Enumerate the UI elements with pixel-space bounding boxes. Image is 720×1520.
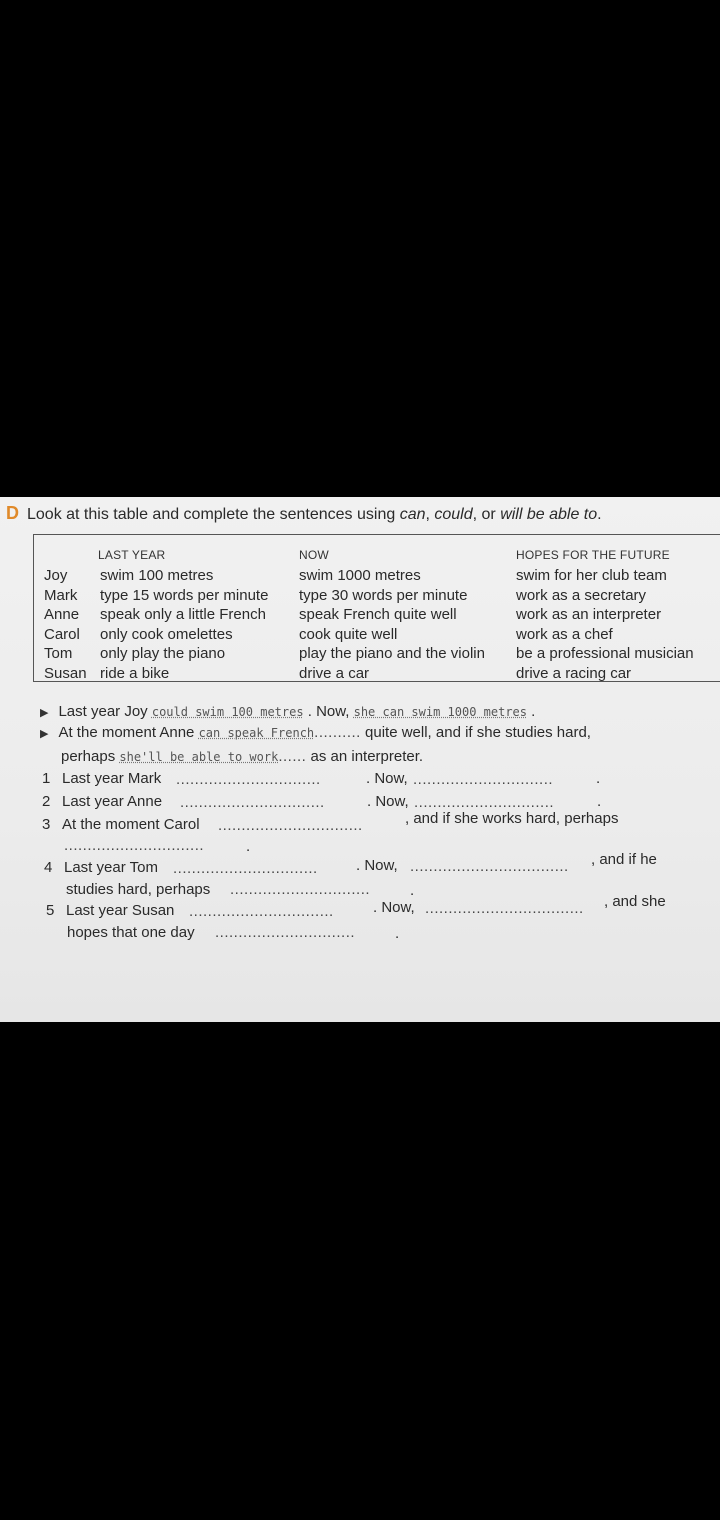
answer-blank[interactable]: ..............................: [414, 794, 555, 811]
table-cell: type 15 words per minute: [100, 586, 269, 604]
sentence-text: . Now,: [373, 899, 415, 916]
table-cell: ride a bike: [100, 664, 170, 682]
instruction-text: Look at this table and complete the sentences using: [27, 506, 400, 523]
now-column: [299, 566, 485, 684]
handwritten-answer: she'll be able to work: [119, 750, 279, 764]
sentence-text: .: [410, 882, 415, 899]
sentence-text: . Now,: [356, 857, 398, 874]
sentence-text: Last year Mark: [62, 770, 162, 787]
table-row-name: Joy: [44, 567, 68, 584]
section-letter: D: [6, 503, 19, 523]
hopes-column: [516, 566, 694, 684]
sentence-text: .: [395, 925, 400, 942]
answer-blank[interactable]: ..............................: [215, 924, 356, 941]
table-cell: speak only a little French: [100, 606, 266, 624]
sentence-text: hopes that one day: [67, 924, 195, 941]
table-row-name: Mark: [44, 586, 78, 604]
exercise-number: 1: [42, 770, 51, 787]
example-sentence-2: [40, 724, 591, 741]
table-cell: work as a chef: [516, 625, 613, 643]
exercise-number: 4: [44, 859, 53, 876]
exercise-number: 2: [42, 793, 51, 810]
keyword-could: could: [434, 506, 473, 523]
header-now: NOW: [299, 548, 329, 562]
exercise-instruction: [6, 503, 720, 524]
textbook-page: [0, 497, 720, 1022]
table-cell: swim 1000 metres: [299, 567, 421, 584]
sentence-text: . Now,: [366, 770, 408, 787]
table-cell: work as a secretary: [516, 586, 647, 604]
header-hopes: HOPES FOR THE FUTURE: [516, 548, 670, 562]
answer-blank[interactable]: ...............................: [173, 860, 318, 877]
sentence-text: as an interpreter.: [306, 748, 424, 765]
table-cell: drive a car: [299, 664, 370, 682]
last-year-column: [100, 566, 268, 684]
sentence-text: .: [527, 703, 536, 720]
sentence-text: Last year Tom: [64, 859, 158, 876]
handwritten-answer: could swim 100 metres: [151, 705, 304, 719]
names-column: [44, 566, 87, 684]
table-cell: cook quite well: [299, 625, 398, 643]
table-cell: swim for her club team: [516, 567, 667, 584]
table-row-name: Carol: [44, 625, 80, 643]
sentence-text: Last year Anne: [62, 793, 163, 810]
exercise-5-line: [46, 902, 174, 919]
sentence-text: . Now,: [367, 793, 409, 810]
exercise-1-line: [42, 770, 161, 787]
table-cell: play the piano and the violin: [299, 645, 485, 663]
sentence-text: quite well, and if she studies hard,: [360, 724, 591, 741]
triangle-bullet-icon: ▶: [40, 728, 49, 740]
sentence-text: . Now,: [303, 703, 354, 720]
answer-blank[interactable]: ..............................: [230, 881, 371, 898]
exercise-4-line: [44, 859, 158, 876]
table-cell: only cook omelettes: [100, 625, 233, 643]
exercise-3-line: [42, 816, 200, 833]
answer-blank[interactable]: ..................................: [425, 900, 584, 917]
answer-blank[interactable]: ..............................: [64, 837, 205, 854]
table-cell: be a professional musician: [516, 645, 694, 663]
blank-dots: ..........: [314, 724, 361, 741]
table-cell: only play the piano: [100, 645, 226, 663]
sentence-text: .: [246, 838, 251, 855]
sentence-text: perhaps: [61, 748, 120, 765]
answer-blank[interactable]: ..............................: [413, 771, 554, 788]
table-cell: drive a racing car: [516, 664, 632, 682]
example-sentence-1: [40, 703, 535, 720]
sentence-text: , and she: [604, 893, 666, 910]
handwritten-answer: she can swim 1000 metres: [353, 705, 527, 719]
exercise-number: 3: [42, 816, 51, 833]
blank-dots: ......: [278, 748, 307, 765]
sentence-text: studies hard, perhaps: [66, 881, 211, 898]
sentence-text: .: [596, 770, 601, 787]
table-row-name: Susan: [44, 664, 87, 682]
table-cell: type 30 words per minute: [299, 586, 468, 604]
separator: , or: [472, 506, 501, 523]
sentence-text: Last year Susan: [66, 902, 175, 919]
answer-blank[interactable]: ...............................: [218, 817, 363, 834]
table-cell: swim 100 metres: [100, 567, 214, 584]
exercise-number: 5: [46, 902, 55, 919]
sentence-text: At the moment Anne: [58, 724, 199, 741]
keyword-will-be-able-to: will be able to: [500, 506, 598, 523]
header-last-year: LAST YEAR: [98, 548, 166, 562]
keyword-can: can: [399, 506, 426, 523]
handwritten-answer: can speak French: [198, 726, 315, 740]
sentence-text: , and if he: [591, 851, 657, 868]
sentence-text: .: [597, 793, 602, 810]
answer-blank[interactable]: ...............................: [189, 903, 334, 920]
triangle-bullet-icon: ▶: [40, 707, 49, 719]
separator: ,: [425, 506, 435, 523]
example-sentence-2-continued: [61, 748, 423, 765]
answer-blank[interactable]: ...............................: [176, 771, 321, 788]
sentence-text: , and if she works hard, perhaps: [405, 810, 619, 827]
table-row-name: Tom: [44, 645, 73, 663]
ability-table: [33, 534, 720, 682]
table-cell: speak French quite well: [299, 606, 457, 624]
answer-blank[interactable]: ..................................: [410, 858, 569, 875]
sentence-text: At the moment Carol: [62, 816, 200, 833]
period: .: [597, 506, 602, 523]
sentence-text: Last year Joy: [58, 703, 152, 720]
answer-blank[interactable]: ...............................: [180, 794, 325, 811]
exercise-2-line: [42, 793, 162, 810]
table-row-name: Anne: [44, 606, 80, 624]
table-cell: work as an interpreter: [516, 606, 662, 624]
